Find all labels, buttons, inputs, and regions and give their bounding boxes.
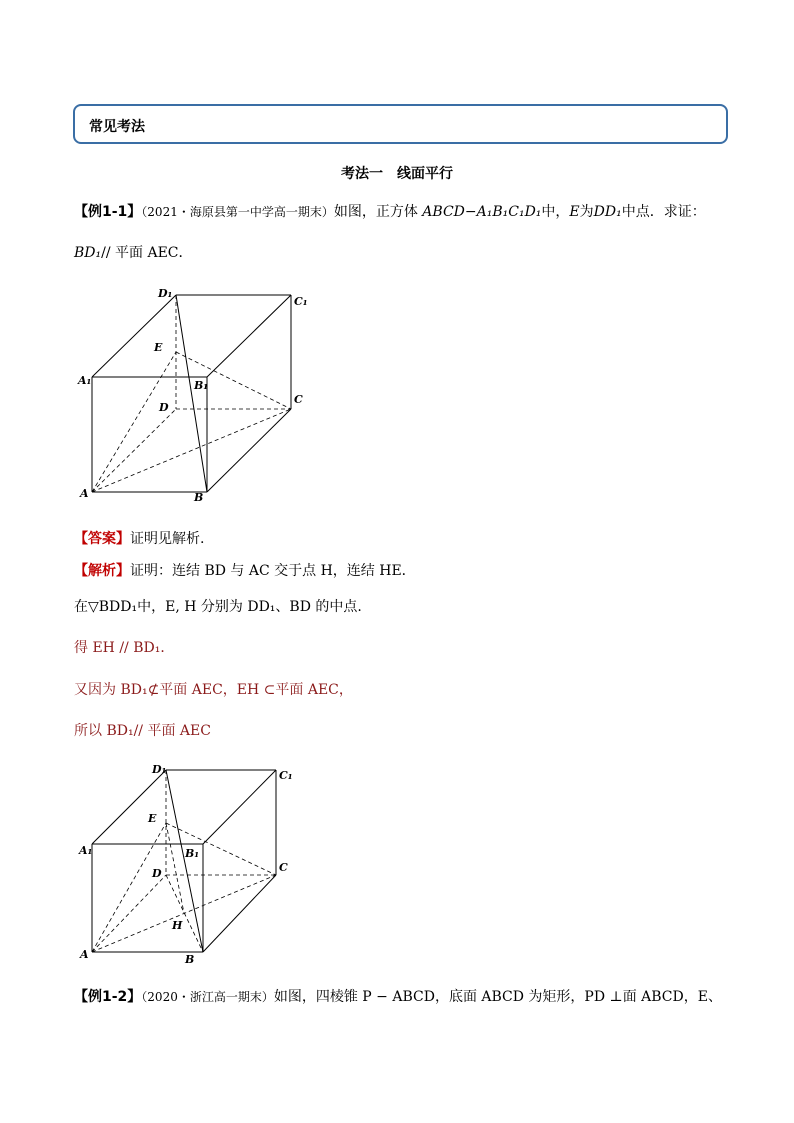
label-b1: B₁ [185,847,200,860]
label-b: B [185,953,195,966]
cube-figure-2 [75,760,335,970]
cube-figure-1 [70,285,330,510]
example2-text: 如图，四棱锥 P − ABCD，底面 ABCD 为矩形，PD ⊥面 ABCD，E、 [273,989,722,1005]
example1-e: E [569,204,580,220]
label-c: C [279,861,288,874]
edge-a1d1 [92,770,166,844]
label-a1: A₁ [78,374,92,387]
analysis-line5 [74,720,211,740]
example1-tag: 【例1-1】 [74,204,142,220]
example1-source: （2021・海原县第一中学高一期末） [141,205,334,219]
label-d1: D₁ [158,287,173,300]
analysis-l2: 在▽BDD₁中，E, H 分别为 DD₁、BD 的中点. [74,599,362,615]
segment-ac-hidden [92,875,276,952]
label-h: H [172,919,183,932]
segment-ac-hidden [92,409,291,492]
segment-bd-hidden [166,875,203,952]
analysis-l4: 又因为 BD₁⊄平面 AEC，EH ⊂平面 AEC， [74,682,353,698]
analysis-line2 [74,596,362,616]
answer-line [74,528,204,548]
label-c: C [294,393,303,406]
segment-bd1 [176,295,207,492]
label-b: B [194,491,204,504]
example1-text-d: 中点．求证： [621,204,706,220]
analysis-line4 [74,679,353,699]
section-title: 考法一 线面平行 [341,166,453,182]
edge-ad-hidden [92,409,176,492]
label-a: A [80,487,89,500]
example1-line1 [74,201,706,221]
example2-source: （2020・浙江高一期末） [141,990,274,1004]
edge-ad-hidden [92,875,166,952]
segment-ae-hidden [92,823,166,952]
edge-bc [203,875,276,952]
example1-cube: ABCD−A₁B₁C₁D₁ [422,204,542,220]
label-e: E [154,341,163,354]
edge-b1c1 [203,770,276,844]
example1-text-a: 如图，正方体 [333,204,418,220]
segment-eh-hidden [166,823,184,913]
section-header-box [73,104,728,144]
section-header-label: 常见考法 [89,119,145,135]
analysis-tag: 【解析】 [74,563,130,579]
analysis-l3: 得 EH // BD₁． [74,640,175,656]
answer-tag: 【答案】 [74,531,130,547]
label-a1: A₁ [79,844,93,857]
label-b1: B₁ [194,379,209,392]
example1-bd1: BD₁ [74,245,102,261]
edge-b1c1 [207,295,291,377]
analysis-line1 [74,560,416,580]
example1-dd1: DD₁ [593,204,622,220]
label-a: A [80,948,89,961]
edge-bc [207,409,291,492]
example2-tag: 【例1-2】 [74,989,142,1005]
label-c1: C₁ [294,295,308,308]
example1-text-b: 中， [541,204,570,220]
label-c1: C₁ [279,769,293,782]
label-e: E [148,812,157,825]
label-d: D [152,867,162,880]
analysis-line3 [74,637,174,657]
example2-line1 [74,986,722,1006]
example1-text-c: 为 [579,204,594,220]
edge-a1d1 [92,295,176,377]
example1-line2-rest: // 平面 AEC． [101,245,193,261]
answer-text: 证明见解析. [130,531,205,547]
label-d1: D₁ [152,763,167,776]
analysis-l5: 所以 BD₁// 平面 AEC [74,723,211,739]
analysis-l1: 证明：连结 BD 与 AC 交于点 H，连结 HE． [130,563,416,579]
label-d: D [159,401,169,414]
example1-line2 [74,242,193,262]
